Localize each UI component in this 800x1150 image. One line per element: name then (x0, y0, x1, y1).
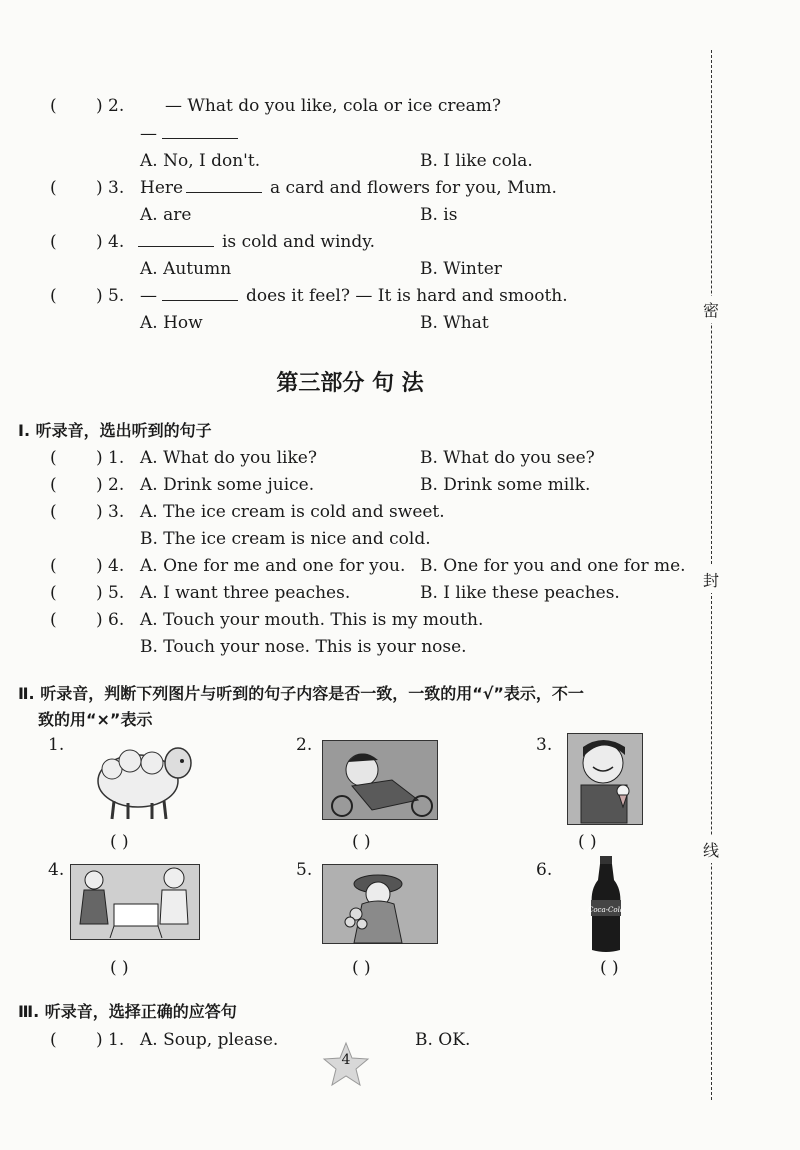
answer-blank[interactable] (138, 232, 214, 252)
answer-blank[interactable] (162, 124, 238, 144)
answer-blank[interactable] (162, 286, 238, 306)
section-1-heading: Ⅰ. 听录音，选出听到的句子 (18, 421, 212, 440)
answer-blank[interactable] (186, 178, 262, 198)
girl-flowers-picture (322, 864, 438, 944)
section-3-heading: Ⅲ. 听录音，选择正确的应答句 (18, 1002, 237, 1021)
boy-ice-cream-picture (567, 733, 643, 825)
bottle-label: Coca-Cola (587, 906, 625, 914)
seal-char-mi: 密 (703, 296, 719, 323)
section-2-heading: Ⅱ. 听录音，判断下列图片与听到的句子内容是否一致，一致的用“√”表示，不一 (18, 684, 584, 703)
boy-riding-picture (322, 740, 438, 820)
children-table-picture (70, 864, 200, 940)
page-number: 4 (341, 1052, 351, 1068)
cola-bottle-picture (584, 856, 628, 954)
seal-char-feng: 封 (703, 566, 719, 593)
sheep-picture (82, 735, 198, 823)
section-title: 第三部分 句 法 (276, 371, 424, 396)
section-2-heading-cont: 致的用“×”表示 (38, 710, 153, 729)
seal-char-xian: 线 (703, 836, 719, 863)
